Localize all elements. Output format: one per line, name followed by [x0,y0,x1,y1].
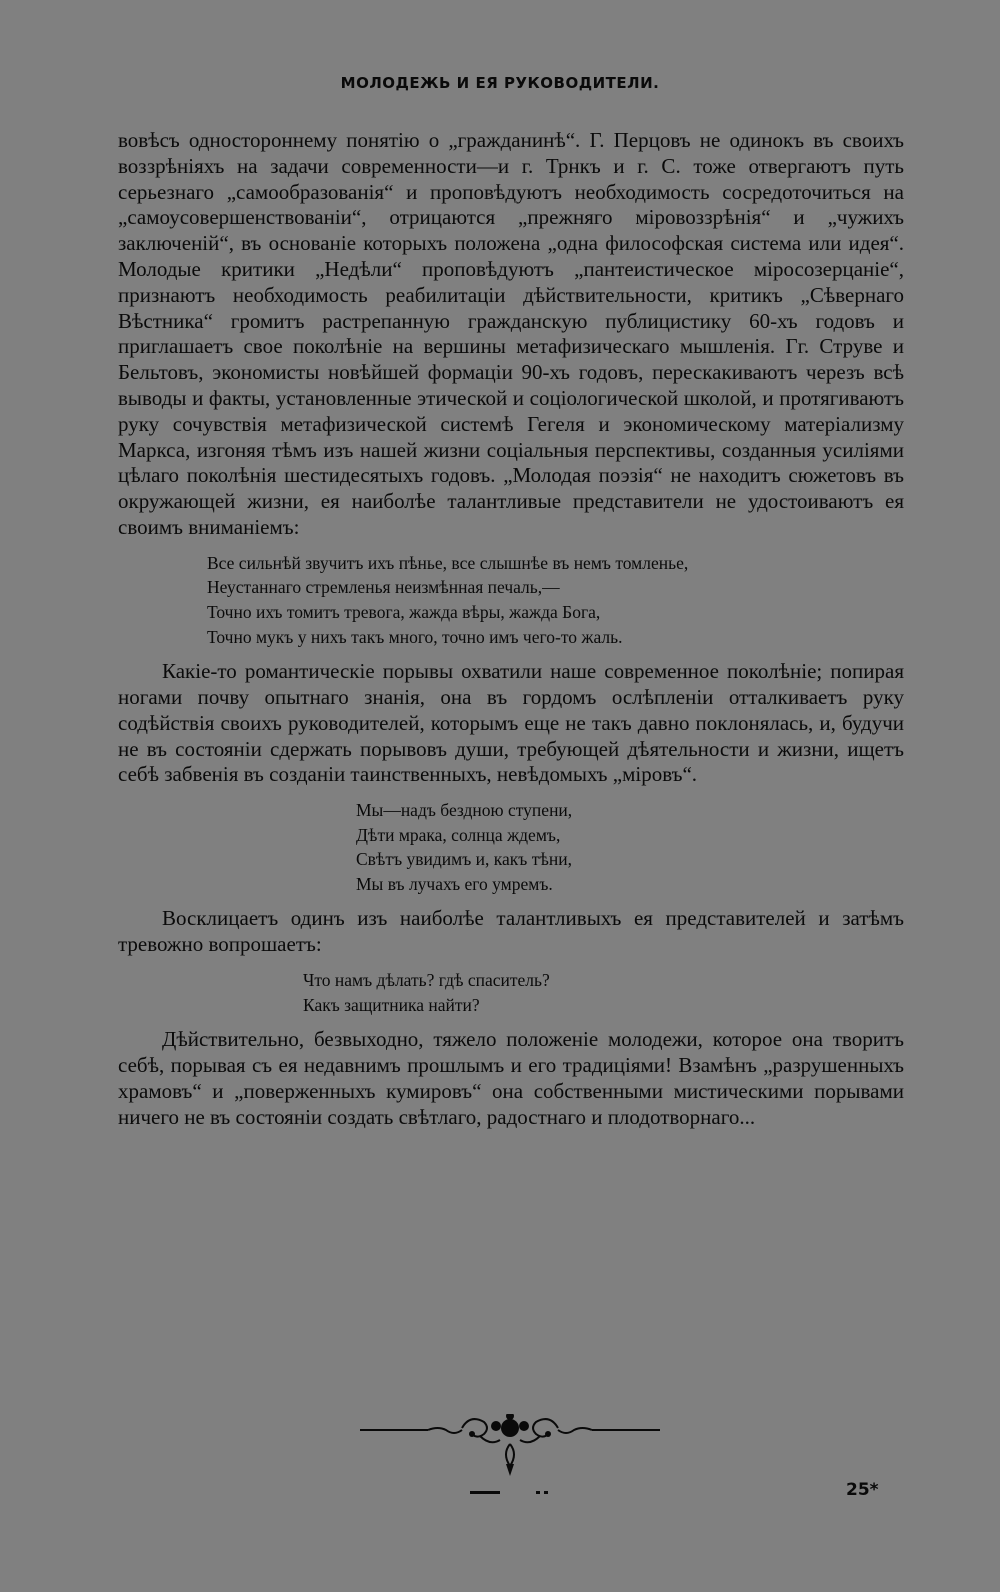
verse-line: Какъ защитника найти? [303,994,480,1015]
page-number: 25* [846,1480,879,1500]
verse-line: Свѣтъ увидимъ и, какъ тѣни, [356,849,572,870]
verse-line: Мы—надъ бездною ступени, [356,800,573,821]
verse-line: Мы въ лучахъ его умремъ. [356,873,553,894]
verse-line: Неустаннаго стремленья неизмѣнная печаль,— [207,577,560,598]
verse-quote-3 [303,968,904,1017]
paragraph-4: Дѣйствительно, безвыходно, тяжело положеніе молодежи, которое она творитъ себѣ, порывая съ ея недавнимъ прошлымъ и его традиціями! Взамѣнъ „разрушенныхъ храмовъ“ и „поверженныхъ кумировъ“ она собственными мистическими порывами ничего не въ состояніи создать свѣтлаго, радостнаго и плодотворнаго... [118,1027,904,1129]
paragraph-2: Какіе-то романтическіе порывы охватили наше современное поколѣніе; попирая ногами почву опытнаго знанія, она въ гордомъ ослѣпленіи отталкиваетъ руку содѣйствія своихъ руководителей, которымъ еще не такъ давно поклонялась, и, будучи не въ состояніи сдержать порывовъ души, требующей дѣятельности и жизни, ищетъ себѣ забвенія въ созданіи таинственныхъ, невѣдомыхъ „міровъ“. [118,659,904,787]
paragraph-3: Восклицаетъ одинъ изъ наиболѣе талантливыхъ ея представителей и затѣмъ тревожно вопрошаетъ: [118,906,904,957]
verse-quote-2 [356,798,904,896]
paragraph-1: вовѣсъ одностороннему понятію о „гражданинѣ“. Г. Перцовъ не одинокъ въ своихъ воззрѣніяхъ на задачи современности—и г. Трнкъ и г. С. тоже отвергаютъ путь серьезнаго „самообразованія“ и проповѣдуютъ необходимость сосредоточиться на „самоусовершенствованіи“, отрицаются „прежняго міровоззрѣнія“ и „чужихъ заключеній“, въ основаніе которыхъ положена „одна философская система или идея“. Молодые критики „Недѣли“ проповѣдуютъ „пантеистическое міросозерцаніе“, признаютъ необходимость реабилитаціи дѣйствительности, критикъ „Сѣвернаго Вѣстника“ громитъ растрепанную гражданскую публицистику 60-хъ годовъ и приглашаетъ свое поколѣніе на вершины метафизическаго мышленія. Гг. Струве и Бельтовъ, экономисты новѣйшей формаціи 90-хъ годовъ, перескакиваютъ черезъ всѣ выводы и факты, установленные этической и соціологической школой, и протягиваютъ руку сочувствія метафизической системѣ Гегеля и экономическому матеріализму Маркса, изгоняя тѣмъ изъ нашей жизни соціальныя перспективы, созданныя усиліями цѣлаго поколѣнія шестидесятыхъ годовъ. „Молодая поэзія“ не находитъ сюжетовъ въ окружающей жизни, ея наиболѣе талантливые представители не удостоиваютъ ея своимъ вниманіемъ: [118,128,904,539]
verse-line: Точно ихъ томитъ тревога, жажда вѣры, жажда Бога, [207,601,601,622]
verse-line: Все сильнѣй звучитъ ихъ пѣнье, все слышнѣе въ немъ томленье, [207,552,689,573]
verse-line: Что намъ дѣлать? гдѣ спаситель? [303,970,550,991]
verse-line: Дѣти мрака, солнца ждемъ, [356,824,561,845]
running-head: МОЛОДЕЖЬ И ЕЯ РУКОВОДИТЕЛИ. [340,74,660,92]
floral-vignette-icon [360,1414,660,1480]
verse-quote-1 [207,551,904,649]
verse-line: Точно мукъ у нихъ такъ много, точно имъ чего-то жаль. [207,626,623,647]
footer-mark-icon [470,1491,552,1495]
body-text [118,128,904,1130]
